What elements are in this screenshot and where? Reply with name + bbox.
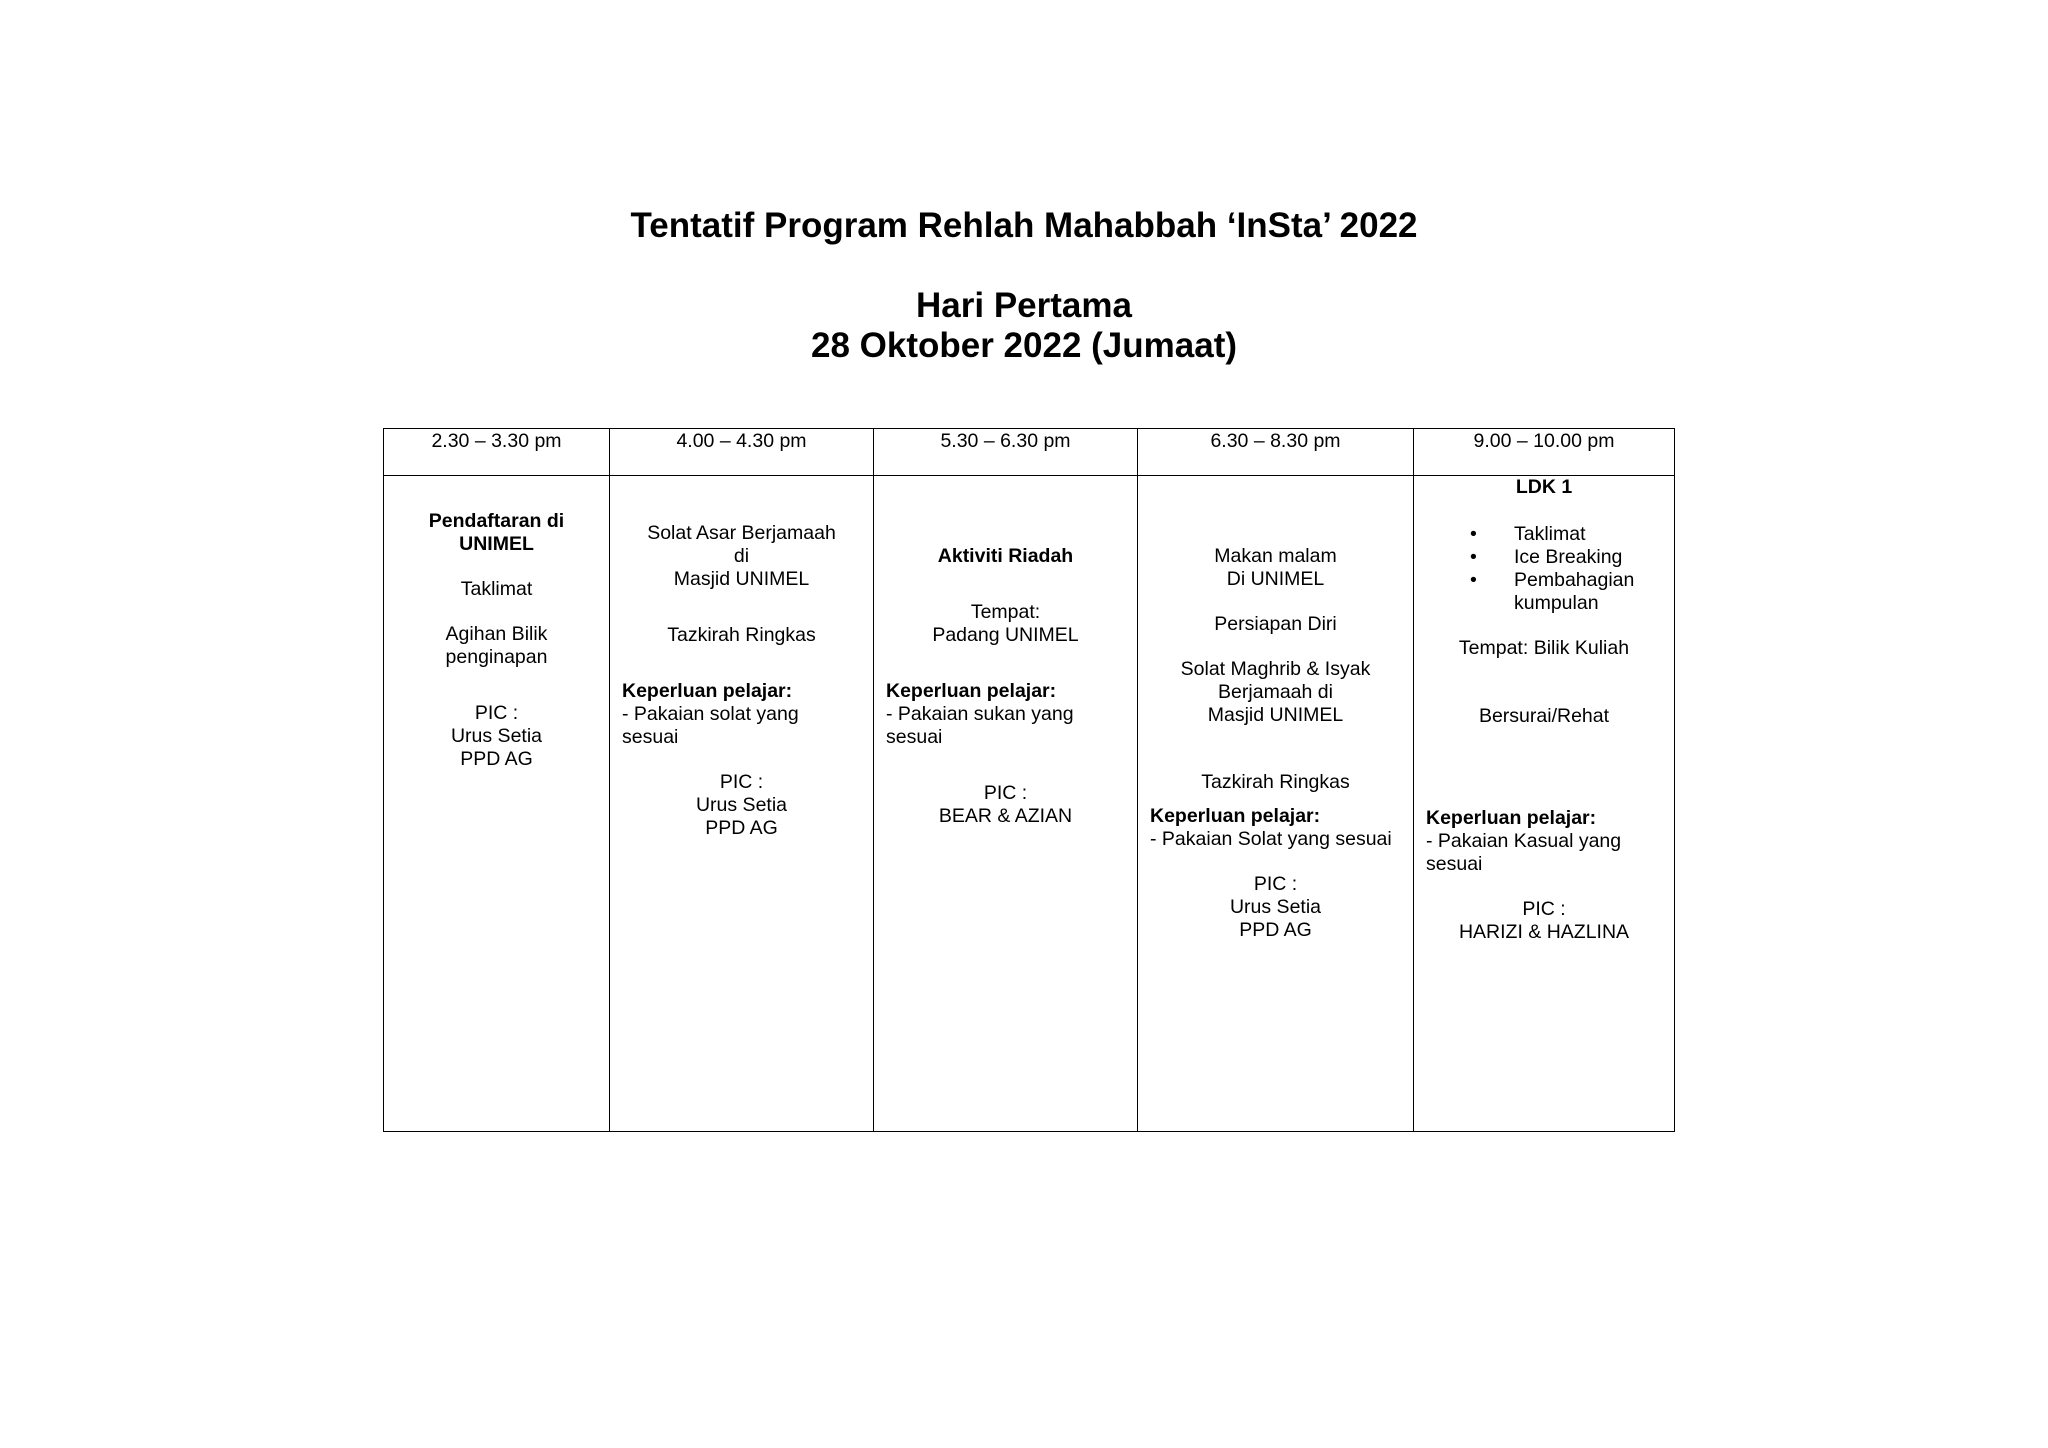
pic-name: BEAR & AZIAN: [938, 805, 1073, 827]
activity-title: di: [733, 545, 750, 567]
activity-item: Solat Maghrib & Isyak: [1180, 658, 1371, 680]
activity-title: Pendaftaran di: [428, 510, 565, 532]
place-label: Tempat:: [970, 601, 1041, 623]
bullet-list: [1426, 523, 1662, 592]
pic-label: PIC :: [474, 702, 519, 724]
activity-item: Agihan Bilik: [445, 623, 548, 645]
activity-cell-2: [610, 476, 874, 1132]
pic-name: PPD AG: [705, 817, 778, 839]
pic-name: Urus Setia: [450, 725, 543, 747]
day-heading: Hari Pertama: [916, 286, 1132, 325]
pic-label: PIC :: [1253, 873, 1298, 895]
needs-item: - Pakaian solat yang: [622, 703, 799, 725]
needs-label: Keperluan pelajar:: [1150, 805, 1321, 827]
pic-name: Urus Setia: [695, 794, 788, 816]
activity-item: Masjid UNIMEL: [1207, 704, 1344, 726]
needs-label: Keperluan pelajar:: [886, 680, 1057, 702]
place-name: Tempat: Bilik Kuliah: [1458, 637, 1630, 659]
activity-cell-1: [384, 476, 610, 1132]
document-title: Tentatif Program Rehlah Mahabbah ‘InSta’ 2022: [630, 206, 1418, 245]
activity-title: Makan malam: [1214, 545, 1337, 567]
time-slot-1: 2.30 – 3.30 pm: [384, 429, 610, 476]
activity-title: Aktiviti Riadah: [937, 545, 1074, 567]
needs-label: Keperluan pelajar:: [1426, 807, 1597, 829]
date-heading: 28 Oktober 2022 (Jumaat): [810, 326, 1237, 365]
bullet-item: • Pembahagian: [1426, 569, 1662, 592]
pic-label: PIC :: [1522, 898, 1566, 920]
activity-row: [384, 476, 1675, 1132]
place-name: Padang UNIMEL: [932, 624, 1079, 646]
activity-item: Taklimat: [460, 578, 533, 600]
activity-title: Solat Asar Berjamaah: [647, 522, 836, 544]
activity-item: penginapan: [445, 646, 548, 668]
activity-item: Bersurai/Rehat: [1478, 705, 1610, 727]
time-slot-5: 9.00 – 10.00 pm: [1414, 429, 1675, 476]
bullet-item-continued: kumpulan: [1514, 592, 1599, 614]
needs-item: - Pakaian sukan yang: [886, 703, 1074, 725]
activity-item: Tazkirah Ringkas: [667, 624, 816, 646]
activity-item: Persiapan Diri: [1214, 613, 1337, 635]
pic-label: PIC :: [983, 782, 1028, 804]
activity-cell-4: [1138, 476, 1414, 1132]
activity-title: LDK 1: [1515, 476, 1573, 498]
pic-name: PPD AG: [460, 748, 533, 770]
activity-cell-5: [1414, 476, 1675, 1132]
pic-name: HARIZI & HAZLINA: [1458, 921, 1630, 943]
activity-title: Masjid UNIMEL: [673, 568, 810, 590]
bullet-item: • Ice Breaking: [1426, 546, 1662, 569]
pic-name: Urus Setia: [1229, 896, 1322, 918]
activity-item: Tazkirah Ringkas: [1201, 771, 1350, 793]
activity-title: UNIMEL: [459, 533, 534, 555]
needs-item: - Pakaian Solat yang sesuai: [1150, 828, 1392, 850]
pic-label: PIC :: [719, 771, 764, 793]
time-slot-3: 5.30 – 6.30 pm: [874, 429, 1138, 476]
needs-item: - Pakaian Kasual yang: [1426, 830, 1622, 852]
schedule-table: [383, 428, 1675, 1132]
activity-title: Di UNIMEL: [1226, 568, 1325, 590]
activity-item: Berjamaah di: [1218, 681, 1333, 703]
time-slot-4: 6.30 – 8.30 pm: [1138, 429, 1414, 476]
time-slot-2: 4.00 – 4.30 pm: [610, 429, 874, 476]
pic-name: PPD AG: [1239, 919, 1312, 941]
needs-item: sesuai: [886, 726, 943, 748]
needs-label: Keperluan pelajar:: [622, 680, 793, 702]
activity-cell-3: [874, 476, 1138, 1132]
bullet-item: • Taklimat: [1426, 523, 1662, 546]
needs-item: sesuai: [1426, 853, 1483, 875]
time-header-row: [384, 429, 1675, 476]
needs-item: sesuai: [622, 726, 679, 748]
